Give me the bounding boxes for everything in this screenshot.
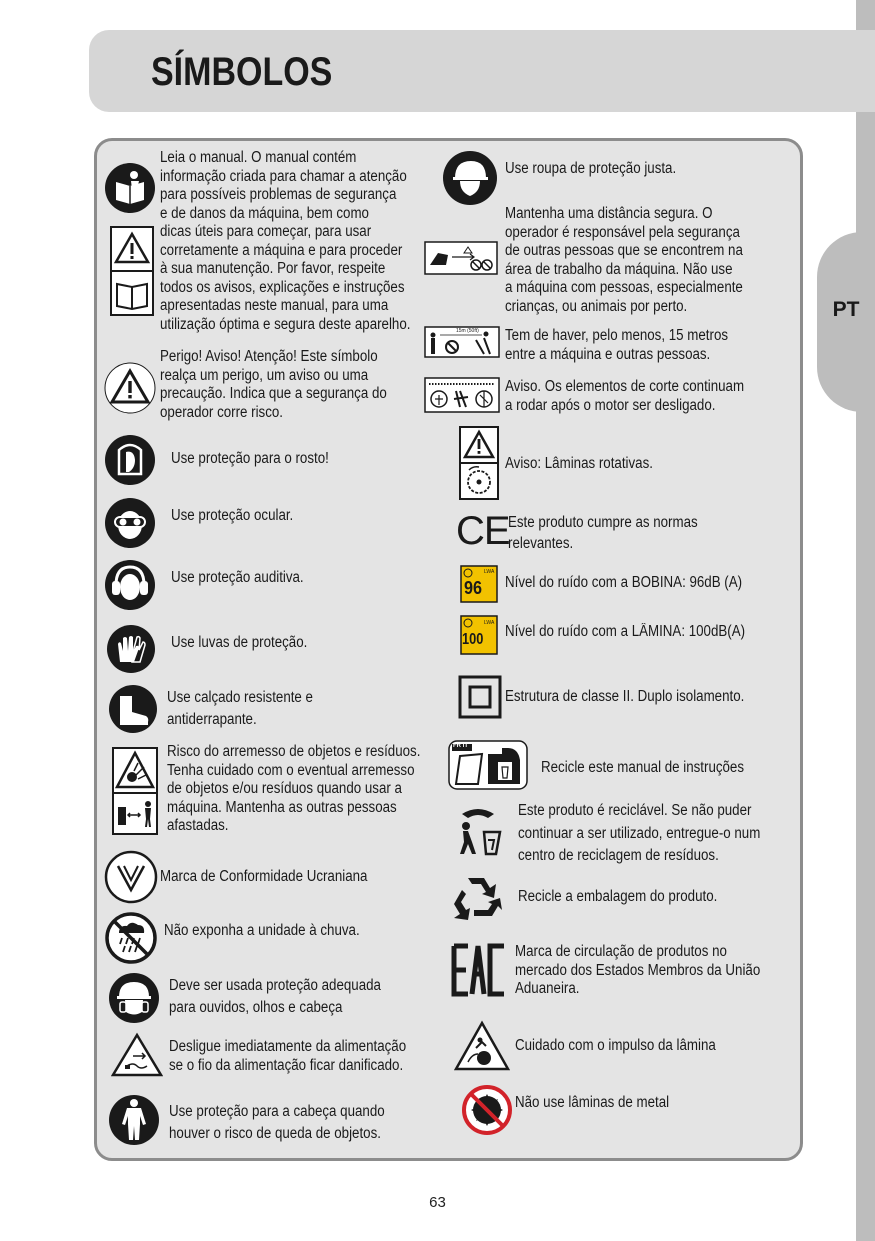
noise-spool-text: Nível do ruído com a BOBINA: 96dB (A) [505, 574, 743, 591]
combined-protection-text: Deve ser usada proteção adequada para ouvidos, olhos e cabeça [169, 977, 381, 1016]
gloves-text: Use luvas de proteção. [171, 634, 308, 651]
noise-96-sub: LWA [484, 569, 495, 575]
boots-icon [108, 684, 158, 734]
side-strip [856, 0, 875, 1241]
goggles-icon [104, 497, 156, 549]
face-protection-text: Use proteção para o rosto! [171, 450, 329, 467]
footwear-text: Use calçado resistente e antiderrapante. [167, 689, 313, 728]
no-metal-blades-text: Não use lâminas de metal [515, 1094, 670, 1111]
double-insulation-icon [458, 675, 502, 719]
recycle-packaging-text: Recicle a embalagem do produto. [518, 888, 718, 905]
eac-mark-text: Marca de circulação de produtos no mercado dos Estados Membros da União Aduaneira. [515, 943, 761, 997]
noise-96-value: 96 [464, 578, 483, 598]
no-metal-blade-icon [461, 1084, 513, 1136]
helmet-visor-earmuff-icon [108, 972, 160, 1024]
ukrainian-conformity-icon [104, 850, 158, 904]
class-ii-text: Estrutura de classe II. Duplo isolamento. [505, 688, 745, 705]
face-shield-icon [104, 434, 156, 486]
unplug-text: Desligue imediatamente da alimentação se o fio da alimentação ficar danificado. [169, 1038, 407, 1074]
read-manual-icon [104, 162, 156, 214]
warning-triangle-icon [104, 362, 156, 414]
ear-protection-text: Use proteção auditiva. [171, 569, 304, 586]
recycle-manual-text: Recicle este manual de instruções [541, 759, 745, 776]
recycle-arrows-icon [448, 872, 504, 924]
ear-muffs-icon [104, 559, 156, 611]
unplug-warning-icon [111, 1032, 163, 1078]
ce-mark-icon: CE [456, 509, 510, 553]
noise-blade-text: Nível do ruído com a LÂMINA: 100dB(A) [505, 623, 746, 640]
keep-distance-icon [424, 241, 498, 275]
ukraine-mark-text: Marca de Conformidade Ucraniana [160, 868, 368, 885]
head-protection-text: Use proteção para a cabeça quando houver o risco de queda de objetos. [169, 1103, 385, 1142]
helmet-icon [442, 150, 498, 206]
noise-100-sub: LWA [484, 620, 495, 626]
recycle-manual-label: FR IT [453, 743, 468, 749]
eye-protection-text: Use proteção ocular. [171, 507, 294, 524]
no-rain-text: Não exponha a unidade à chuva. [164, 922, 360, 939]
recyclable-product-text: Este produto é reciclável. Se não puder continuar a ser utilizado, entregue-o num centro de reciclagem de resíduos. [518, 802, 761, 864]
no-rain-icon [104, 911, 158, 965]
language-label: PT [832, 298, 860, 321]
coverall-icon [108, 1094, 160, 1146]
noise-100-value: 100 [462, 631, 484, 648]
eac-mark-icon [450, 942, 506, 998]
tidyman-recycle-icon [450, 804, 506, 860]
blades-continue-icon [424, 377, 500, 413]
thrown-objects-icon [112, 747, 158, 835]
danger-warning-text: Perigo! Aviso! Atenção! Este símbolo realça um perigo, um aviso ou uma precaução. Indica que a segurança do operador corre risco. [160, 348, 387, 421]
blades-continue-text: Aviso. Os elementos de corte continuam a rodar após o motor ser desligado. [505, 378, 745, 414]
warning-book-icon [110, 226, 154, 316]
fifteen-meters-label: 15m (50ft) [456, 328, 479, 334]
page-title: SÍMBOLOS [151, 50, 333, 94]
ce-mark-text: Este produto cumpre as normas relevantes. [508, 514, 698, 552]
gloves-icon [106, 624, 156, 674]
safe-distance-text: Mantenha uma distância segura. O operador é responsável pela segurança de outras pessoas que se encontrem na área de trabalho da máquina. Não use a máquina com pessoas, especialmente crianças, ou animais por perto. [505, 205, 743, 315]
language-tab [817, 232, 875, 412]
page-number: 63 [429, 1194, 446, 1211]
15-meters-text: Tem de haver, pelo menos, 15 metros entre a máquina e outras pessoas. [505, 327, 729, 363]
rotating-blade-icon [459, 426, 499, 500]
read-manual-text: Leia o manual. O manual contém informação criada para chamar a atenção para possíveis problemas de segurança e de danos da máquina, bem como dicas úteis para começar, para usar corretamente a máquina e para proceder à sua manutenção. Por favor, respeite todos os avisos, explicações e instruções apresentadas neste manual, para uma utilização óptima e segura deste aparelho. [160, 149, 411, 333]
blade-thrust-text: Cuidado com o impulso da lâmina [515, 1037, 716, 1054]
blade-thrust-icon [454, 1020, 510, 1072]
rotating-blades-text: Aviso: Lâminas rotativas. [505, 455, 653, 472]
tight-clothing-text: Use roupa de proteção justa. [505, 160, 677, 177]
thrown-objects-text: Risco do arremesso de objetos e resíduos. Tenha cuidado com o eventual arremesso de objetos e/ou resíduos quando usar a máquina. Mantenha as outras pessoas afastadas. [167, 743, 421, 834]
